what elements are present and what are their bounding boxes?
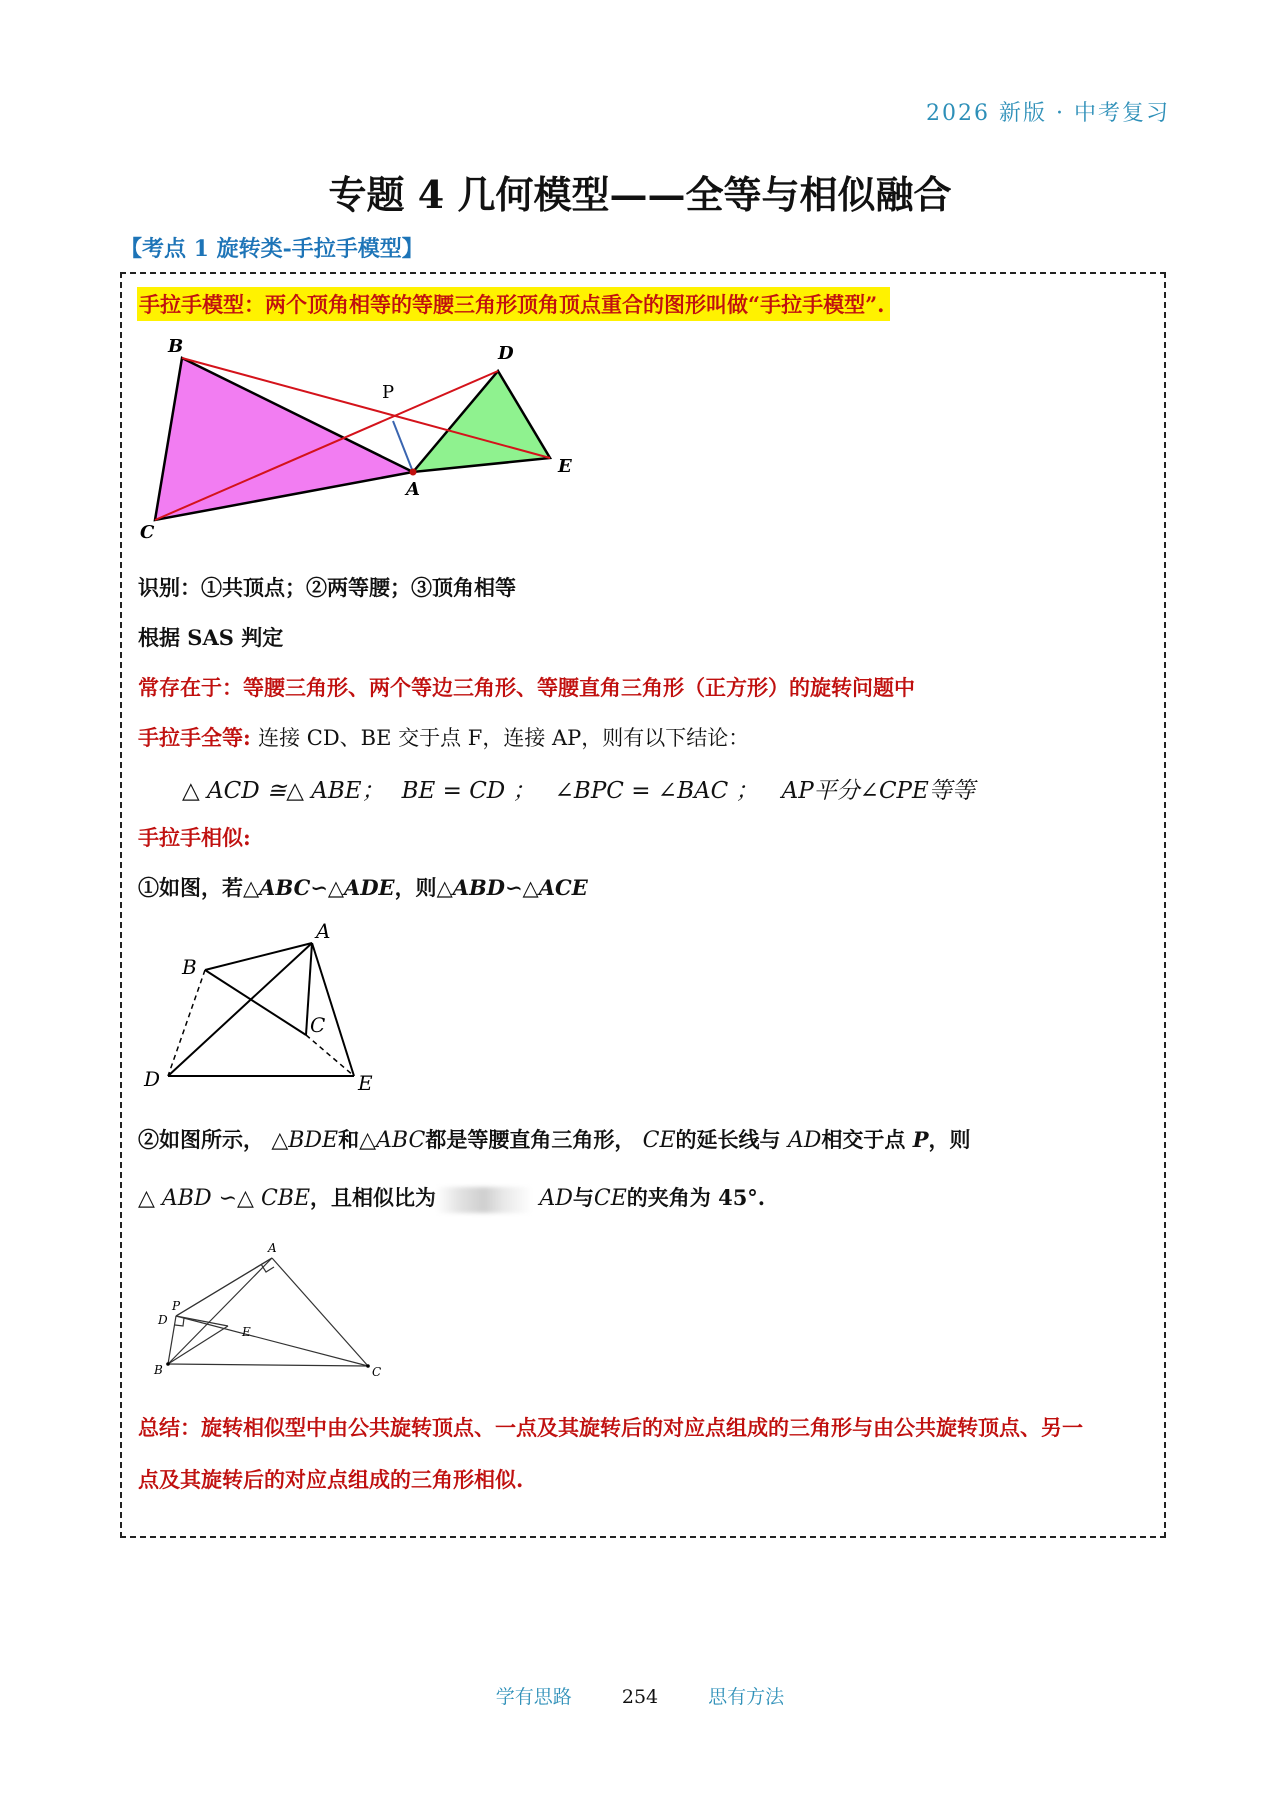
point-b xyxy=(166,1362,170,1366)
item2-t1: △BDE xyxy=(271,1128,339,1153)
page-number: 254 xyxy=(621,1686,659,1708)
item1-tri2: △ABD∽△ACE xyxy=(436,875,588,900)
label-e: E xyxy=(558,456,572,477)
summary-line2: 点及其旋转后的对应点组成的三角形相似. xyxy=(138,1467,524,1492)
item2-ce: CE xyxy=(642,1128,676,1153)
item2b-t1: △ ABD ∽△ CBE xyxy=(138,1186,311,1211)
item2b-ad: AD xyxy=(539,1186,573,1211)
congruent-line xyxy=(138,722,749,752)
label-c: C xyxy=(310,1013,326,1037)
right-angle-d xyxy=(175,1318,184,1326)
footer-left: 学有思路 xyxy=(495,1686,572,1708)
item1-mid: ，则 xyxy=(394,875,437,900)
item2b-ce: CE xyxy=(593,1186,627,1211)
section-heading: 【考点 1 旋转类-手拉手模型】 xyxy=(120,236,424,262)
label-b: B xyxy=(182,955,197,979)
figure-hand-in-hand xyxy=(130,330,590,550)
item2b-text2: 与 xyxy=(572,1185,594,1210)
label-d: D xyxy=(498,343,514,364)
item1-tri1: △ABC∽△ADE xyxy=(243,875,395,900)
figure-similar-1 xyxy=(138,918,398,1098)
item2-and: 和 xyxy=(338,1127,360,1152)
item1-line xyxy=(138,872,588,902)
definition-highlight: 手拉手模型：两个顶角相等的等腰三角形顶角顶点重合的图形叫做“手拉手模型”. xyxy=(137,287,890,321)
label-b: B xyxy=(154,1363,163,1377)
common-text: 常存在于：等腰三角形、两个等边三角形、等腰直角三角形（正方形）的旋转问题中 xyxy=(138,675,915,700)
sas-text: 根据 SAS 判定 xyxy=(138,625,284,650)
label-e: E xyxy=(242,1325,251,1339)
right-angle-a xyxy=(261,1264,274,1272)
congruent-formula xyxy=(182,772,975,805)
item2b-text1: ，且相似比为 xyxy=(310,1185,437,1210)
label-a: A xyxy=(406,479,420,500)
item2-line xyxy=(138,1124,971,1154)
formula-part4: AP平分∠CPE等等 xyxy=(781,778,975,804)
item2-ad: AD xyxy=(787,1128,822,1153)
item2-text2: 的延长线与 xyxy=(675,1127,781,1152)
edition-label: 2026 新版 · 中考复习 xyxy=(926,101,1170,126)
item2b-line xyxy=(138,1182,765,1213)
item2b-text3: 的夹角为 45°. xyxy=(626,1185,766,1210)
triangle-abc xyxy=(155,358,413,520)
formula-part1: △ ACD ≅△ ABE； xyxy=(182,778,385,804)
segment-ac xyxy=(272,1258,368,1366)
item2-t2: △ABC xyxy=(359,1128,426,1153)
segment-bc xyxy=(205,970,306,1035)
label-c: C xyxy=(140,522,155,543)
formula-part2: BE = CD ； xyxy=(401,778,536,804)
figure-similar-2 xyxy=(150,1236,390,1386)
item2-p: P xyxy=(912,1127,929,1152)
label-p: P xyxy=(382,382,395,403)
segment-bc xyxy=(168,1364,368,1366)
label-d: D xyxy=(158,1313,168,1327)
label-p: P xyxy=(172,1299,181,1313)
blurred-region xyxy=(436,1187,532,1213)
point-c xyxy=(366,1364,370,1368)
summary-line1: 总结：旋转相似型中由公共旋转顶点、一点及其旋转后的对应点组成的三角形与由公共旋转顶点、另一 xyxy=(138,1415,1083,1440)
label-a: A xyxy=(268,1241,277,1255)
item2-prefix: ②如图所示， xyxy=(138,1127,264,1152)
label-d: D xyxy=(144,1067,161,1091)
similar-label: 手拉手相似: xyxy=(138,825,251,850)
identify-text: 识别：①共顶点；②两等腰；③顶角相等 xyxy=(138,575,516,600)
item1-prefix: ①如图，若 xyxy=(138,875,243,900)
formula-part3: ∠BPC = ∠BAC ； xyxy=(554,778,759,804)
point-a xyxy=(410,469,417,476)
item2-text3: 相交于点 xyxy=(821,1127,906,1152)
label-b: B xyxy=(168,336,184,357)
label-e: E xyxy=(358,1071,373,1095)
page-title: 专题 4 几何模型——全等与相似融合 xyxy=(328,172,952,217)
label-a: A xyxy=(316,919,331,943)
footer xyxy=(0,1682,1280,1709)
item2-text1: 都是等腰直角三角形， xyxy=(425,1127,636,1152)
footer-right: 思有方法 xyxy=(708,1686,785,1708)
segment-ae xyxy=(312,943,354,1076)
congruent-label: 手拉手全等: xyxy=(138,725,251,750)
label-c: C xyxy=(372,1365,382,1379)
segment-be xyxy=(168,1326,228,1364)
triangle-ade xyxy=(413,371,550,472)
congruent-text: 连接 CD、BE 交于点 F，连接 AP，则有以下结论： xyxy=(258,726,750,750)
item2-text4: ，则 xyxy=(928,1127,971,1152)
